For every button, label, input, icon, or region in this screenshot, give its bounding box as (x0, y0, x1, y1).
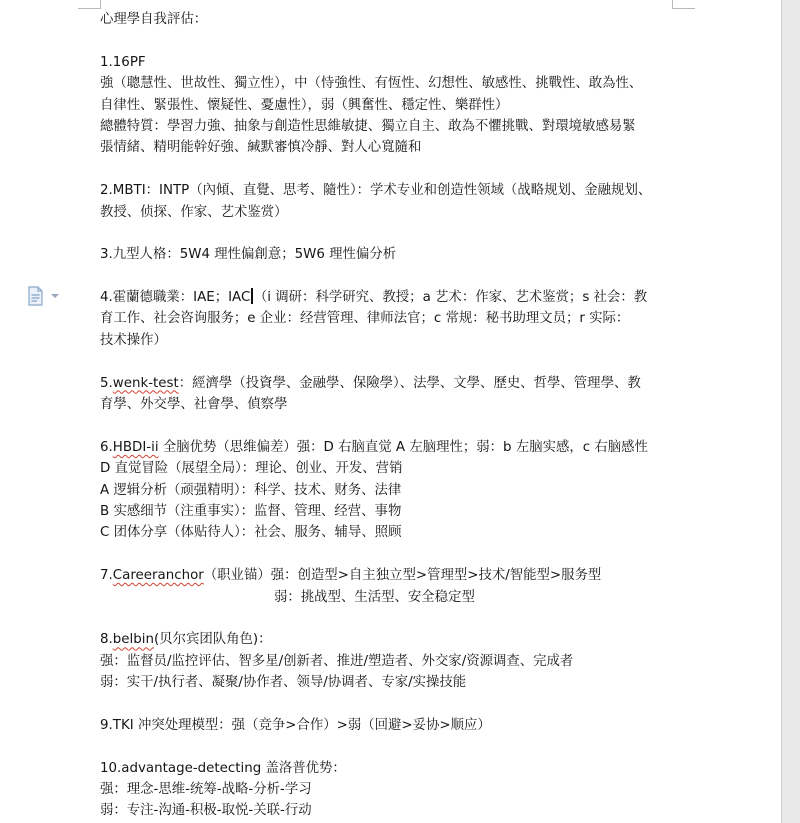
blank-line (100, 608, 680, 629)
s10-line-1: 10.advantage-detecting 盖洛普优势： (100, 760, 346, 776)
blank-line (100, 415, 680, 436)
s5-line-2: 育學、外交學、社會學、偵察學 (100, 397, 288, 413)
document-body[interactable] (100, 9, 680, 822)
doc-title: 心理學自我評估： (100, 12, 208, 27)
s3-line-1: 3.九型人格：5W4 理性偏創意；5W6 理性偏分析 (100, 247, 397, 263)
s1-heading: 1.16PF (100, 54, 146, 70)
blank-line (100, 736, 680, 757)
blank-line (100, 30, 680, 51)
blank-line (100, 544, 680, 565)
s8-strong: 强：监督员/监控评估、智多星/创新者、推进/塑造者、外交家/资源调查、完成者 (100, 653, 574, 669)
s4-line-1a: 4.霍蘭德職業：IAE；IAC (100, 290, 251, 306)
scrollbar-track[interactable] (782, 0, 800, 823)
text-cursor (251, 288, 253, 304)
s7-spell-term[interactable]: Careeranchor (112, 568, 204, 584)
s6-prefix: 6. (100, 439, 113, 455)
s6-line-1-text: 全脑优势（思维偏差）强：D 右脑直觉 A 左脑理性；弱：b 左脑实感，c 右脑感性 (158, 439, 648, 455)
comment-document-icon (26, 286, 62, 306)
s8-spell-term[interactable]: belbin (112, 632, 154, 648)
s7-line-1 (100, 565, 680, 586)
s4-line-3: 技术操作） (100, 332, 167, 348)
s1-strong-line-1: 強（聰慧性、世故性、獨立性），中（恃強性、有恆性、幻想性、敏感性、挑戰性、敢為性、 (100, 76, 643, 92)
s8-prefix: 8. (100, 632, 113, 648)
s10-strong: 强：理念-思维-统筹-战略-分析-学习 (100, 782, 312, 798)
chevron-down-icon (51, 294, 59, 298)
blank-line (100, 351, 680, 372)
s5-line-1 (100, 373, 680, 394)
s7-prefix: 7. (100, 568, 113, 584)
s5-spell-term[interactable]: wenk-test (112, 375, 179, 391)
s1-overall-line-2: 張情緒、精明能幹好強、緘默審慎冷靜、對人心寬隨和 (100, 140, 422, 156)
s4-line-2: 育工作、社会咨询服务；e 企业：经营管理、律师法官；c 常规：秘书助理文员；r 实际： (100, 311, 630, 327)
blank-line (100, 266, 680, 287)
s5-prefix: 5. (100, 375, 113, 391)
s4-line-1 (100, 287, 680, 308)
blank-line (100, 223, 680, 244)
s5-line-1-text: ：經濟學（投資學、金融學、保險學）、法學、文學、歷史、哲學、管理學、教 (178, 375, 641, 391)
s7-line-1-text: （职业锚）强：创造型>自主独立型>管理型>技术/智能型>服务型 (203, 568, 602, 584)
s6-spell-term[interactable]: HBDI-ii (112, 439, 159, 455)
crop-mark-right (672, 0, 695, 9)
s1-overall-line-1: 總體特質：學習力強、抽象与創造性思維敏捷、獨立自主、敢為不懼挑戰、對環境敏感易緊 (100, 118, 636, 134)
blank-line (100, 694, 680, 715)
s8-line-1 (100, 629, 680, 650)
s7-line-2: 弱：挑战型、生活型、安全稳定型 (274, 589, 475, 605)
s4-line-1b: （i 调研：科学研究、教授；a 艺术：作家、艺术鉴赏；s 社会：教 (253, 290, 648, 306)
s10-weak: 弱：专注-沟通-积极-取悦-关联-行动 (100, 803, 312, 819)
comment-button[interactable] (26, 286, 62, 306)
s1-strong-line-2: 自律性、緊張性、懷疑性、憂慮性），弱（興奮性、穩定性、樂群性） (100, 97, 509, 113)
s6-line-d: D 直觉冒险（展望全局）：理论、创业、开发、营销 (100, 461, 403, 477)
s6-line-a: A 逻辑分析（顽强精明）：科学、技术、财务、法律 (100, 482, 402, 498)
s2-line-2: 教授、侦探、作家、艺术鉴赏） (100, 204, 288, 220)
s8-line-1-text: (贝尔宾团队角色)： (153, 632, 272, 648)
s8-weak: 弱：实干/执行者、凝聚/协作者、领导/协调者、专家/实操技能 (100, 675, 467, 691)
s6-line-c: C 团体分享（体贴待人）：社会、服务、辅导、照顾 (100, 525, 402, 541)
s2-line-1: 2.MBTI：INTP（內傾、直覺、思考、隨性）：学术专业和创造性领域（战略规划、金融规划、 (100, 183, 652, 199)
s9-line-1: 9.TKI 冲突处理模型：强（竞争>合作）>弱（回避>妥协>顺应） (100, 717, 491, 733)
crop-mark-left (78, 0, 101, 9)
blank-line (100, 159, 680, 180)
s6-line-b: B 实感细节（注重事实）：监督、管理、经营、事物 (100, 503, 402, 519)
s6-line-1 (100, 437, 680, 458)
